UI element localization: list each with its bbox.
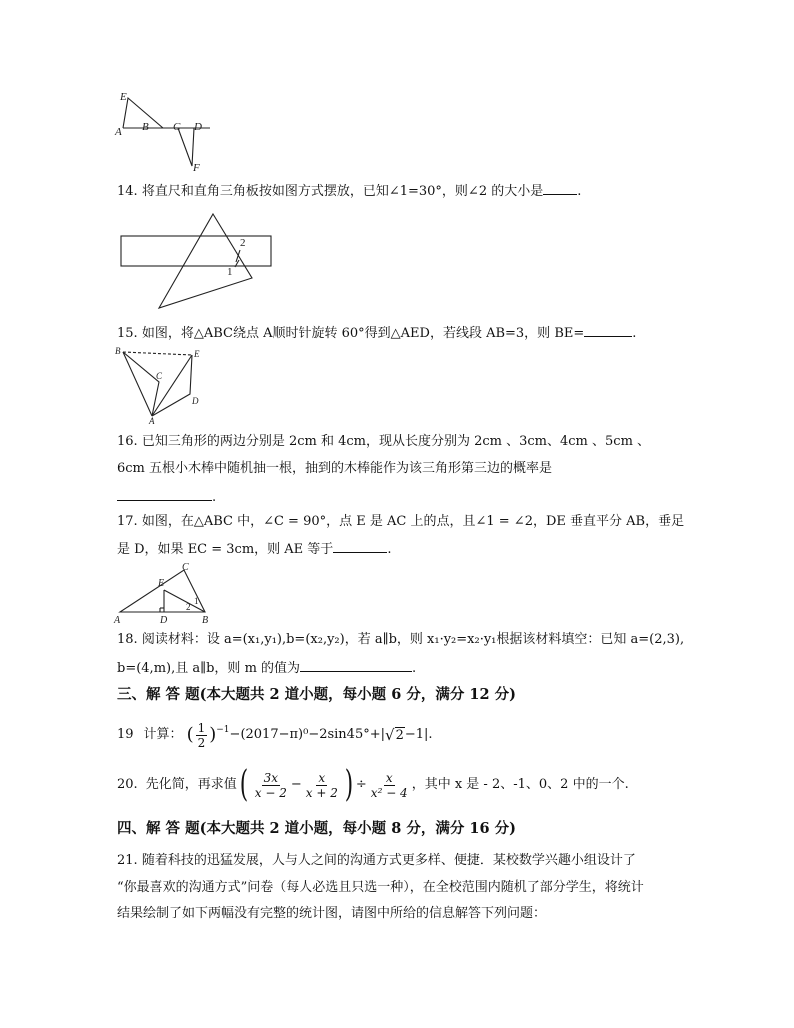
fig-q14-ruler (121, 236, 271, 266)
fig-q15-triangle-ABC (123, 352, 159, 416)
question-16-line-3 (117, 488, 216, 506)
fig-q15-label-C: C (156, 371, 163, 381)
q20-paren-right: ) (344, 764, 354, 805)
q21-line3: 结果绘制了如下两幅没有完整的统计图，请图中所给的信息解答下列问题： (117, 906, 547, 921)
q15-number: 15. (117, 326, 138, 341)
fig-top-label-E: E (120, 91, 127, 103)
fig-top-label-D: D (194, 121, 202, 133)
q16-number: 16. (117, 434, 138, 449)
question-17-line-1 (117, 514, 684, 530)
fig-q15-label-D: D (192, 396, 199, 406)
q20-number: 20. (117, 777, 138, 792)
question-18-line-1 (117, 632, 684, 648)
q17-end: . (387, 542, 392, 557)
q16-line1: 已知三角形的两边分别是 2cm 和 4cm，现从长度分别为 2cm 、3cm、4cm 、5cm 、 (141, 434, 651, 449)
fig-q14-label-1: 1 (227, 266, 233, 278)
q20-fraction-2 (304, 771, 340, 800)
q19-rest: −(2017−π)⁰−2sin45°+| (229, 727, 385, 742)
question-15 (117, 324, 636, 342)
question-19: 19 计算： ( $\frac{1}{2}$ ) $^{-1}$ −(2017−π)⁰−2sin45°+| √ 2 −1|. (117, 720, 433, 750)
q19-sqrt: √ 2 (385, 726, 404, 744)
q20-suffix: ，其中 x 是 - 2、-1、0、2 中的一个. (411, 777, 629, 792)
question-16-line-1 (117, 434, 650, 450)
q17-number: 17. (117, 514, 138, 529)
q20-f1-den: x − 2 (254, 785, 287, 800)
q18-number: 18. (117, 632, 138, 647)
q20-f3-den: x² − 4 (370, 785, 408, 800)
fig-top-label-A: A (115, 126, 122, 138)
fig-q17-label-B: B (202, 615, 209, 626)
q19-number: 19 (117, 727, 134, 742)
question-17-line-2 (117, 540, 391, 558)
fig-q17-label-1: 1 (194, 596, 199, 606)
q14-answer-blank (543, 182, 577, 195)
q19-exponent: −1 (216, 725, 230, 735)
q18-line1: 阅读材料：设 a=(x₁,y₁),b=(x₂,y₂)，若 a∥b，则 x₁·y₂=x₂·y₁根据该材料填空：已知 a=(2,3), (141, 632, 685, 647)
q16-answer-blank (117, 488, 212, 501)
fig-top-label-F: F (193, 162, 200, 174)
fig-q17-label-E: E (158, 578, 165, 589)
q19-frac-den: 2 (197, 735, 206, 750)
q20-minus: − (290, 777, 302, 792)
fig-top-triangle-CDF (178, 128, 194, 166)
q20-f2-den: x + 2 (305, 785, 338, 800)
q17-answer-blank (333, 540, 387, 553)
q20-f2-num: x (318, 770, 326, 785)
fig-q17-label-A: A (114, 615, 121, 626)
q19-fraction (196, 721, 208, 750)
q20-fraction-3 (369, 771, 410, 800)
section-4-heading: 四、解 答 题(本大题共 2 道小题，每小题 8 分，满分 16 分) (117, 820, 516, 837)
figure-q17-triangle (112, 562, 222, 626)
q20-f3-num: x (385, 770, 393, 785)
fig-q17-label-2: 2 (186, 602, 191, 612)
q19-prefix: 计算： (143, 727, 183, 742)
q20-f1-num: 3x (263, 770, 278, 785)
fig-q15-label-E: E (194, 349, 200, 359)
q14-text: 将直尺和直角三角板按如图方式摆放，已知∠1=30°，则∠2 的大小是 (141, 184, 544, 199)
q16-line2: 6cm 五根小木棒中随机抽一根，抽到的木棒能作为该三角形第三边的概率是 (117, 461, 553, 476)
q16-end: . (212, 490, 217, 505)
q21-number: 21. (117, 853, 138, 868)
q17-line1: 如图，在△ABC 中，∠C = 90°，点 E 是 AC 上的点，且∠1 = ∠2，DE 垂直平分 AB，垂足 (141, 514, 685, 529)
fig-q15-AB (123, 352, 152, 416)
fig-q17-BE (164, 590, 205, 612)
q15-end: . (632, 326, 637, 341)
fig-q15-dashed-BE (123, 352, 192, 355)
fig-top-label-C: C (173, 121, 181, 133)
q20-divide: ÷ (355, 777, 367, 792)
question-18-line-2 (117, 659, 416, 677)
section-3-heading: 三、解 答 题(本大题共 2 道小题，每小题 6 分，满分 12 分) (117, 686, 516, 703)
q18-end: . (412, 661, 417, 676)
fig-q14-label-2: 2 (240, 237, 246, 249)
q14-end: . (577, 184, 582, 199)
q17-line2: 是 D，如果 EC = 3cm，则 AE 等于 (117, 542, 334, 557)
question-20 (117, 763, 629, 807)
fig-q17-label-C: C (182, 562, 189, 573)
q20-paren-left: ( (239, 764, 248, 805)
question-21-line-3 (117, 906, 546, 922)
q18-line2: b=(4,m),且 a∥b，则 m 的值为 (117, 661, 301, 676)
q21-line2: “你最喜欢的沟通方式”问卷（每人必选且只选一种），在全校范围内随机了部分学生，将统计 (117, 880, 644, 895)
fig-q17-label-D: D (160, 615, 168, 626)
q19-frac-num: 1 (197, 720, 206, 735)
q21-line1: 随着科技的迅猛发展，人与人之间的沟通方式更多样、便捷．某校数学兴趣小组设计了 (141, 853, 636, 868)
fig-q15-label-A: A (149, 416, 155, 424)
question-21-line-1 (117, 853, 636, 869)
q15-text: 如图，将△ABC绕点 A顺时针旋转 60°得到△AED，若线段 AB=3，则 BE= (141, 326, 585, 341)
figure-q14-ruler-triangle (115, 210, 280, 312)
q20-prefix: 先化简，再求值 (145, 777, 237, 792)
fig-q15-label-B: B (115, 346, 121, 356)
fig-top-label-B: B (142, 121, 149, 133)
q20-fraction-1 (253, 771, 289, 800)
question-16-line-2 (117, 461, 552, 477)
q19-tail: −1|. (404, 727, 433, 742)
question-21-line-2 (117, 880, 644, 896)
figure-top-triangles (110, 88, 220, 174)
q15-answer-blank (584, 324, 632, 337)
q14-number: 14. (117, 184, 138, 199)
q18-answer-blank (300, 659, 412, 672)
figure-q15-rotation (112, 346, 212, 424)
q19-sqrt-value: 2 (395, 727, 404, 743)
question-14 (117, 182, 581, 200)
